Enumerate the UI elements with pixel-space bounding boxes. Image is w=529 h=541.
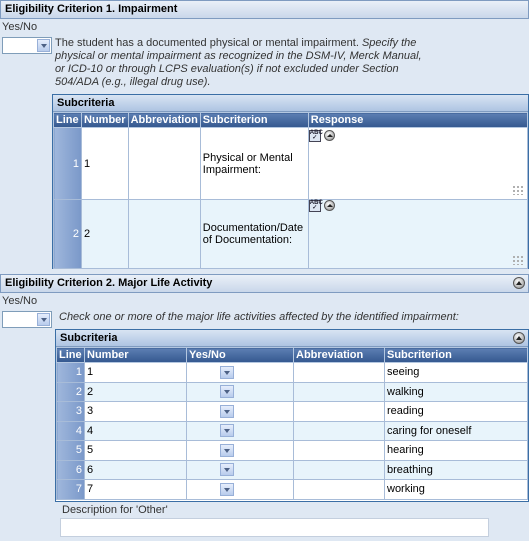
criterion1-subcriteria-title: Subcriteria (53, 95, 528, 112)
number-cell: 7 (85, 480, 187, 500)
yesno-dropdown[interactable] (220, 483, 234, 496)
line-cell: 1 (57, 363, 85, 383)
col-abbreviation: Abbreviation (294, 348, 385, 363)
line-cell: 7 (57, 480, 85, 500)
yesno-dropdown[interactable] (220, 405, 234, 418)
spellcheck-icon[interactable]: ABC ✓ (309, 200, 323, 211)
yesno-cell (187, 382, 294, 402)
col-line: Line (54, 113, 82, 128)
number-cell: 1 (82, 128, 129, 200)
number-cell: 1 (85, 363, 187, 383)
table-row (57, 363, 528, 383)
resize-grip-icon[interactable] (512, 185, 524, 195)
collapse-icon[interactable] (513, 332, 525, 344)
abbreviation-cell (294, 382, 385, 402)
yesno-cell (187, 421, 294, 441)
line-cell: 5 (57, 441, 85, 461)
abbreviation-cell (294, 402, 385, 422)
criterion2-description: Check one or more of the major life activities affected by the identified impairment: (59, 311, 459, 323)
other-description-input[interactable] (60, 518, 489, 537)
criterion1-subcriteria-table (53, 112, 528, 269)
subcriterion-cell: caring for oneself (385, 421, 528, 441)
chevron-down-icon[interactable] (37, 39, 50, 52)
subcriterion-cell: working (385, 480, 528, 500)
table-row (54, 200, 528, 269)
resize-grip-icon[interactable] (512, 255, 524, 265)
col-number: Number (82, 113, 129, 128)
criterion2-yesno-select[interactable] (2, 311, 52, 328)
criterion1-description: The student has a documented physical or mental impairment. Specify the physical or mental impairment as recognized in the DSM-IV, Merck Manual, or ICD-10 or through LCPS evaluation(s) if not excluded under Section 504/ADA (e.g., illegal drug use). (55, 37, 422, 88)
table-row (57, 460, 528, 480)
col-abbreviation: Abbreviation (128, 113, 200, 128)
response-textarea[interactable] (309, 214, 527, 268)
collapse-icon[interactable] (324, 130, 335, 141)
col-response: Response (308, 113, 527, 128)
abbreviation-cell (294, 441, 385, 461)
criterion1-yesno-select[interactable] (2, 37, 52, 54)
response-cell (308, 200, 527, 269)
yesno-cell (187, 363, 294, 383)
subcriterion-cell: walking (385, 382, 528, 402)
abbreviation-cell (128, 128, 200, 200)
abbreviation-cell (294, 421, 385, 441)
col-number: Number (85, 348, 187, 363)
criterion2-subcriteria-title: Subcriteria (56, 330, 528, 347)
yesno-dropdown[interactable] (220, 366, 234, 379)
criterion2-subcriteria-panel (55, 329, 529, 502)
number-cell: 6 (85, 460, 187, 480)
table-row (57, 382, 528, 402)
number-cell: 5 (85, 441, 187, 461)
yesno-cell (187, 441, 294, 461)
response-textarea[interactable] (309, 144, 527, 198)
number-cell: 4 (85, 421, 187, 441)
abbreviation-cell (294, 363, 385, 383)
yesno-cell (187, 460, 294, 480)
collapse-icon[interactable] (513, 277, 525, 289)
other-description-label: Description for 'Other' (62, 504, 168, 516)
criterion1-title: Eligibility Criterion 1. Impairment (5, 3, 178, 15)
criterion2-yesno-label: Yes/No (2, 295, 38, 307)
line-cell: 6 (57, 460, 85, 480)
yesno-dropdown[interactable] (220, 424, 234, 437)
table-row (57, 441, 528, 461)
line-cell: 2 (57, 382, 85, 402)
table-row (57, 421, 528, 441)
criterion1-yesno-label: Yes/No (2, 21, 38, 33)
table-row (54, 128, 528, 200)
collapse-icon[interactable] (324, 200, 335, 211)
subcriterion-cell: Documentation/Date of Documentation: (200, 200, 308, 269)
abbreviation-cell (294, 460, 385, 480)
abbreviation-cell (128, 200, 200, 269)
subcriterion-cell: breathing (385, 460, 528, 480)
response-cell (308, 128, 527, 200)
table-row (57, 402, 528, 422)
subcriterion-cell: seeing (385, 363, 528, 383)
col-yesno: Yes/No (187, 348, 294, 363)
criterion2-title: Eligibility Criterion 2. Major Life Activity (5, 277, 213, 289)
line-cell: 1 (54, 128, 82, 200)
chevron-down-icon[interactable] (37, 313, 50, 326)
col-subcriterion: Subcriterion (385, 348, 528, 363)
criterion2-subcriteria-table (56, 347, 528, 500)
subcriterion-cell: reading (385, 402, 528, 422)
yesno-dropdown[interactable] (220, 385, 234, 398)
line-cell: 2 (54, 200, 82, 269)
col-subcriterion: Subcriterion (200, 113, 308, 128)
criterion2-header (0, 274, 529, 293)
abbreviation-cell (294, 480, 385, 500)
number-cell: 2 (85, 382, 187, 402)
yesno-dropdown[interactable] (220, 444, 234, 457)
col-line: Line (57, 348, 85, 363)
line-cell: 3 (57, 402, 85, 422)
number-cell: 2 (82, 200, 129, 269)
spellcheck-icon[interactable]: ABC ✓ (309, 129, 323, 141)
subcriterion-cell: hearing (385, 441, 528, 461)
criterion1-subcriteria-panel (52, 94, 529, 269)
table-row (57, 480, 528, 500)
number-cell: 3 (85, 402, 187, 422)
subcriterion-cell: Physical or Mental Impairment: (200, 128, 308, 200)
line-cell: 4 (57, 421, 85, 441)
yesno-dropdown[interactable] (220, 463, 234, 476)
yesno-cell (187, 402, 294, 422)
criterion1-header (0, 0, 529, 19)
yesno-cell (187, 480, 294, 500)
